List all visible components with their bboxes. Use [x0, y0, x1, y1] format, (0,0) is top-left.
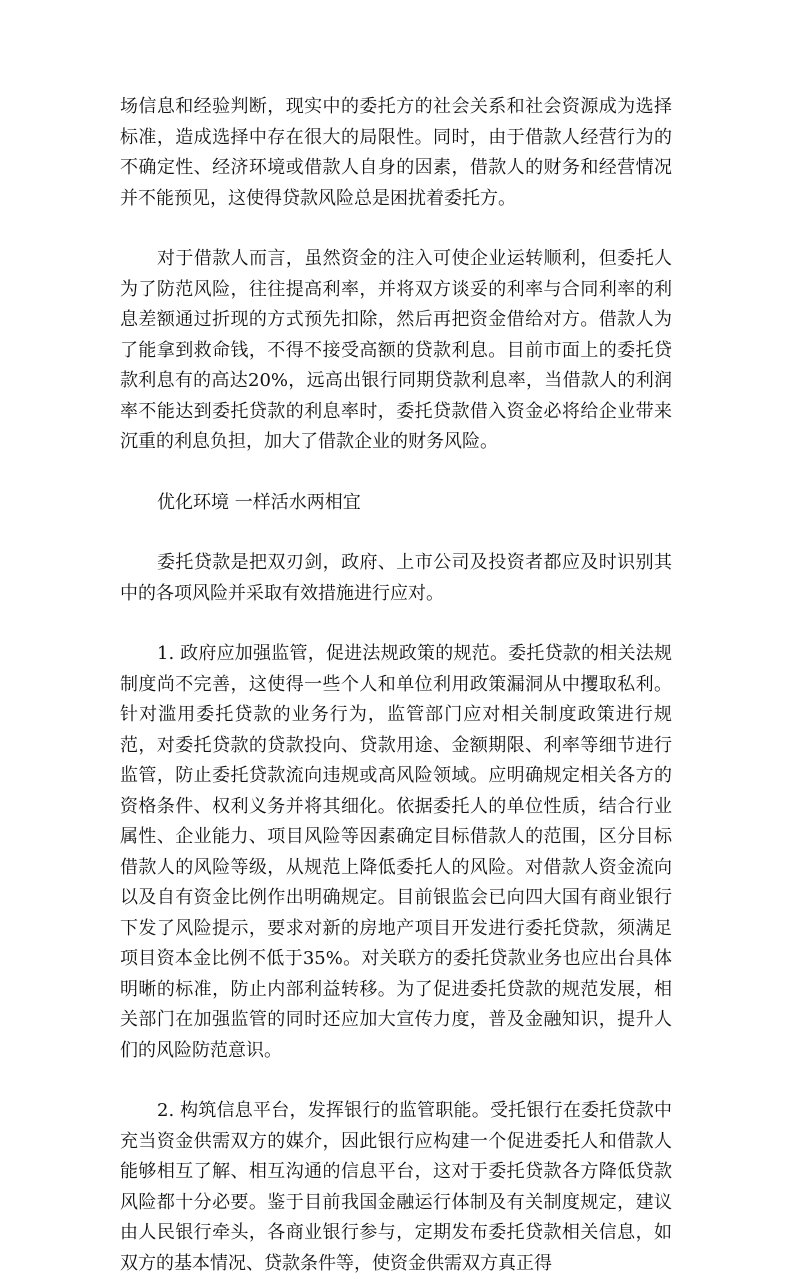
paragraph-borrower-selection-risk: 场信息和经验判断，现实中的委托方的社会关系和社会资源成为选择标准，造成选择中存在很大的局限性。同时，由于借款人经营行为的不确定性、经济环境或借款人自身的因素，借款人的财务和经营情况并不能预见，这使得贷款风险总是困扰着委托方。 [120, 96, 672, 209]
document-page [120, 92, 672, 1279]
section-heading: 优化环境 一样活水两相宜 [157, 491, 361, 513]
paragraph-double-edged-sword: 委托贷款是把双刃剑，政府、上市公司及投资者都应及时识别其中的各项风险并采取有效措施进行应对。 [120, 552, 672, 604]
paragraph-information-platform: 2. 构筑信息平台，发挥银行的监管职能。受托银行在委托贷款中充当资金供需双方的媒介，因此银行应构建一个促进委托人和借款人能够相互了解、相互沟通的信息平台，这对于委托贷款各方降低贷款风险都十分必要。鉴于目前我国金融运行体制及有关制度规定，建议由人民银行牵头，各商业银行参与，定期发布委托贷款相关信息，如双方的基本情况、贷款条件等，使资金供需双方真正得 [120, 1100, 672, 1274]
paragraph-government-supervision: 1. 政府应加强监管，促进法规政策的规范。委托贷款的相关法规制度尚不完善，这使得一些个人和单位利用政策漏洞从中攫取私利。针对滥用委托贷款的业务行为，监管部门应对相关制度政策进行规范，对委托贷款的贷款投向、贷款用途、金额期限、利率等细节进行监管，防止委托贷款流向违规或高风险领域。应明确规定相关各方的资格条件、权利义务并将其细化。依据委托人的单位性质，结合行业属性、企业能力、项目风险等因素确定目标借款人的范围，区分目标借款人的风险等级，从规范上降低委托人的风险。对借款人资金流向以及自有资金比例作出明确规定。目前银监会已向四大国有商业银行下发了风险提示，要求对新的房地产项目开发进行委托贷款，须满足项目资本金比例不低于35%。对关联方的委托贷款业务也应出台具体明晰的标准，防止内部利益转移。为了促进委托贷款的规范发展，相关部门在加强监管的同时还应加大宣传力度，普及金融知识，提升人们的风险防范意识。 [120, 643, 672, 1061]
paragraph-borrower-interest-burden: 对于借款人而言，虽然资金的注入可使企业运转顺利，但委托人为了防范风险，往往提高利率，并将双方谈妥的利率与合同利率的利息差额通过折现的方式预先扣除，然后再把资金借给对方。借款人为了能拿到救命钱，不得不接受高额的贷款利息。目前市面上的委托贷款利息有的高达20%，远高出银行同期贷款利息率，当借款人的利润率不能达到委托贷款的利息率时，委托贷款借入资金必将给企业带来沉重的利息负担，加大了借款企业的财务风险。 [120, 248, 672, 452]
